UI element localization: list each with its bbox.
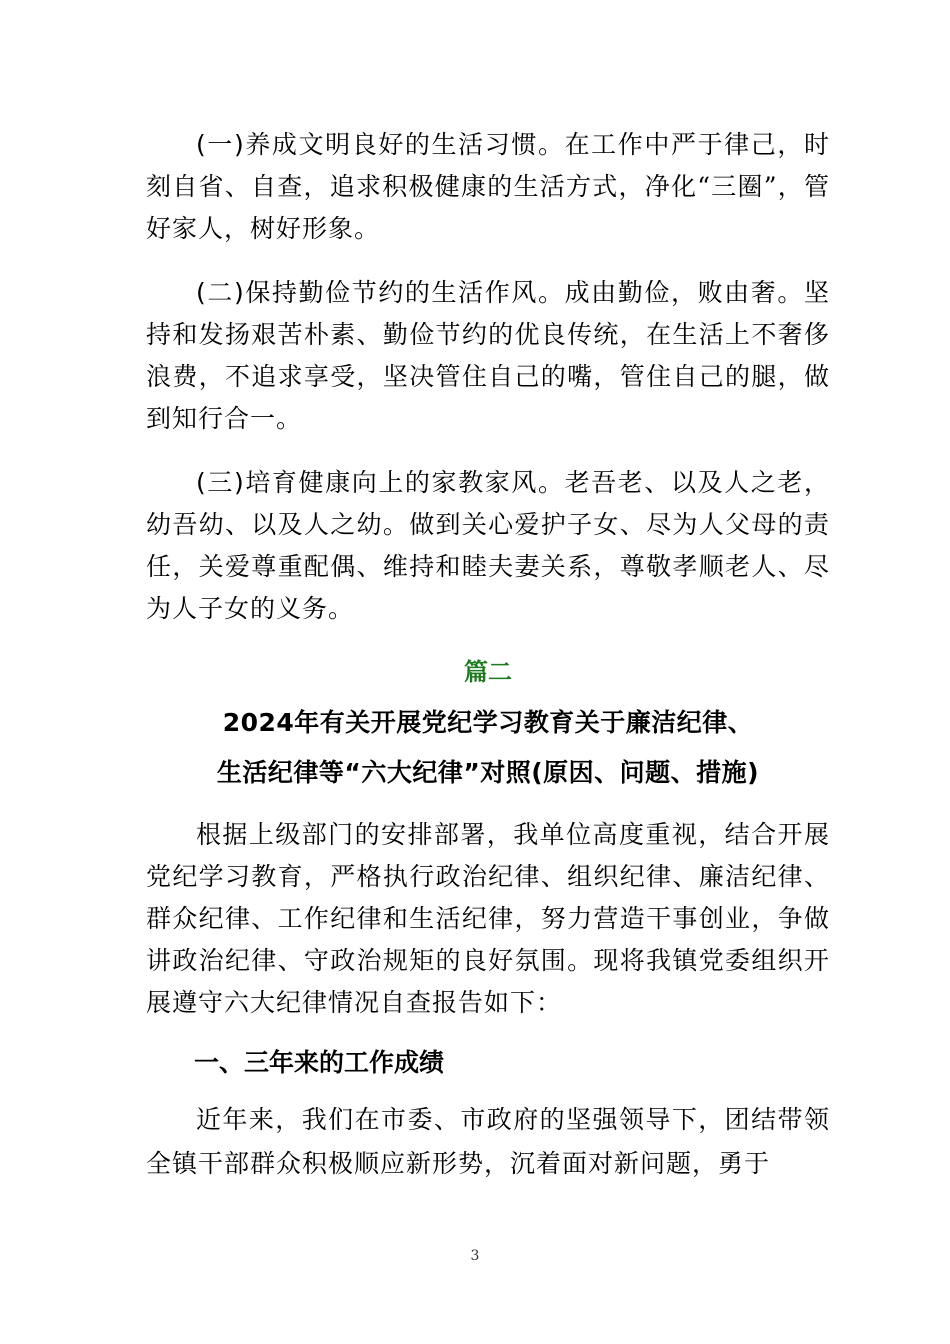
paragraph-family [146, 462, 830, 630]
paragraph-habits [146, 124, 830, 250]
paragraph-habits-text: 在工作中严于律己，时刻自省、自查，追求积极健康的生活方式，净化“三圈”，管好家人，树好形象。 [146, 130, 830, 243]
section-label: 篇二 [464, 658, 512, 686]
paragraph-frugality-lead: (二)保持勤俭节约的生活作风。 [196, 278, 565, 307]
paragraph-habits-lead: (一)养成文明良好的生活习惯。 [196, 130, 565, 159]
section-heading: 一、三年来的工作成绩 [194, 1048, 445, 1077]
paragraph-frugality [146, 272, 830, 440]
page-number: 3 [470, 1248, 480, 1264]
closing-paragraph: 近年来，我们在市委、市政府的坚强领导下，团结带领全镇干部群众积极顺应新形势，沉着面对新问题，勇于 [146, 1105, 830, 1178]
article-title-line2: 生活纪律等“六大纪律”对照(原因、问题、措施) [216, 758, 760, 787]
article-title-line1: 2024年有关开展党纪学习教育关于廉洁纪律、 [222, 708, 754, 737]
paragraph-frugality-text: 成由勤俭，败由奢。坚持和发扬艰苦朴素、勤俭节约的优良传统，在生活上不奢侈浪费，不追求享受，坚决管住自己的嘴，管住自己的腿，做到知行合一。 [146, 278, 830, 433]
intro-paragraph: 根据上级部门的安排部署，我单位高度重视，结合开展党纪学习教育，严格执行政治纪律、组织纪律、廉洁纪律、群众纪律、工作纪律和生活纪律，努力营造干事创业，争做讲政治纪律、守政治规矩的良好氛围。现将我镇党委组织开展遵守六大纪律情况自查报告如下： [146, 820, 830, 1017]
paragraph-family-text: 老吾老、以及人之老，幼吾幼、以及人之幼。做到关心爱护子女、尽为人父母的责任，关爱尊重配偶、维持和睦夫妻关系，尊敬孝顺老人、尽为人子女的义务。 [146, 468, 830, 623]
document-body [146, 124, 830, 1186]
paragraph-family-lead: (三)培育健康向上的家教家风。 [196, 468, 565, 497]
article-title [146, 698, 830, 798]
